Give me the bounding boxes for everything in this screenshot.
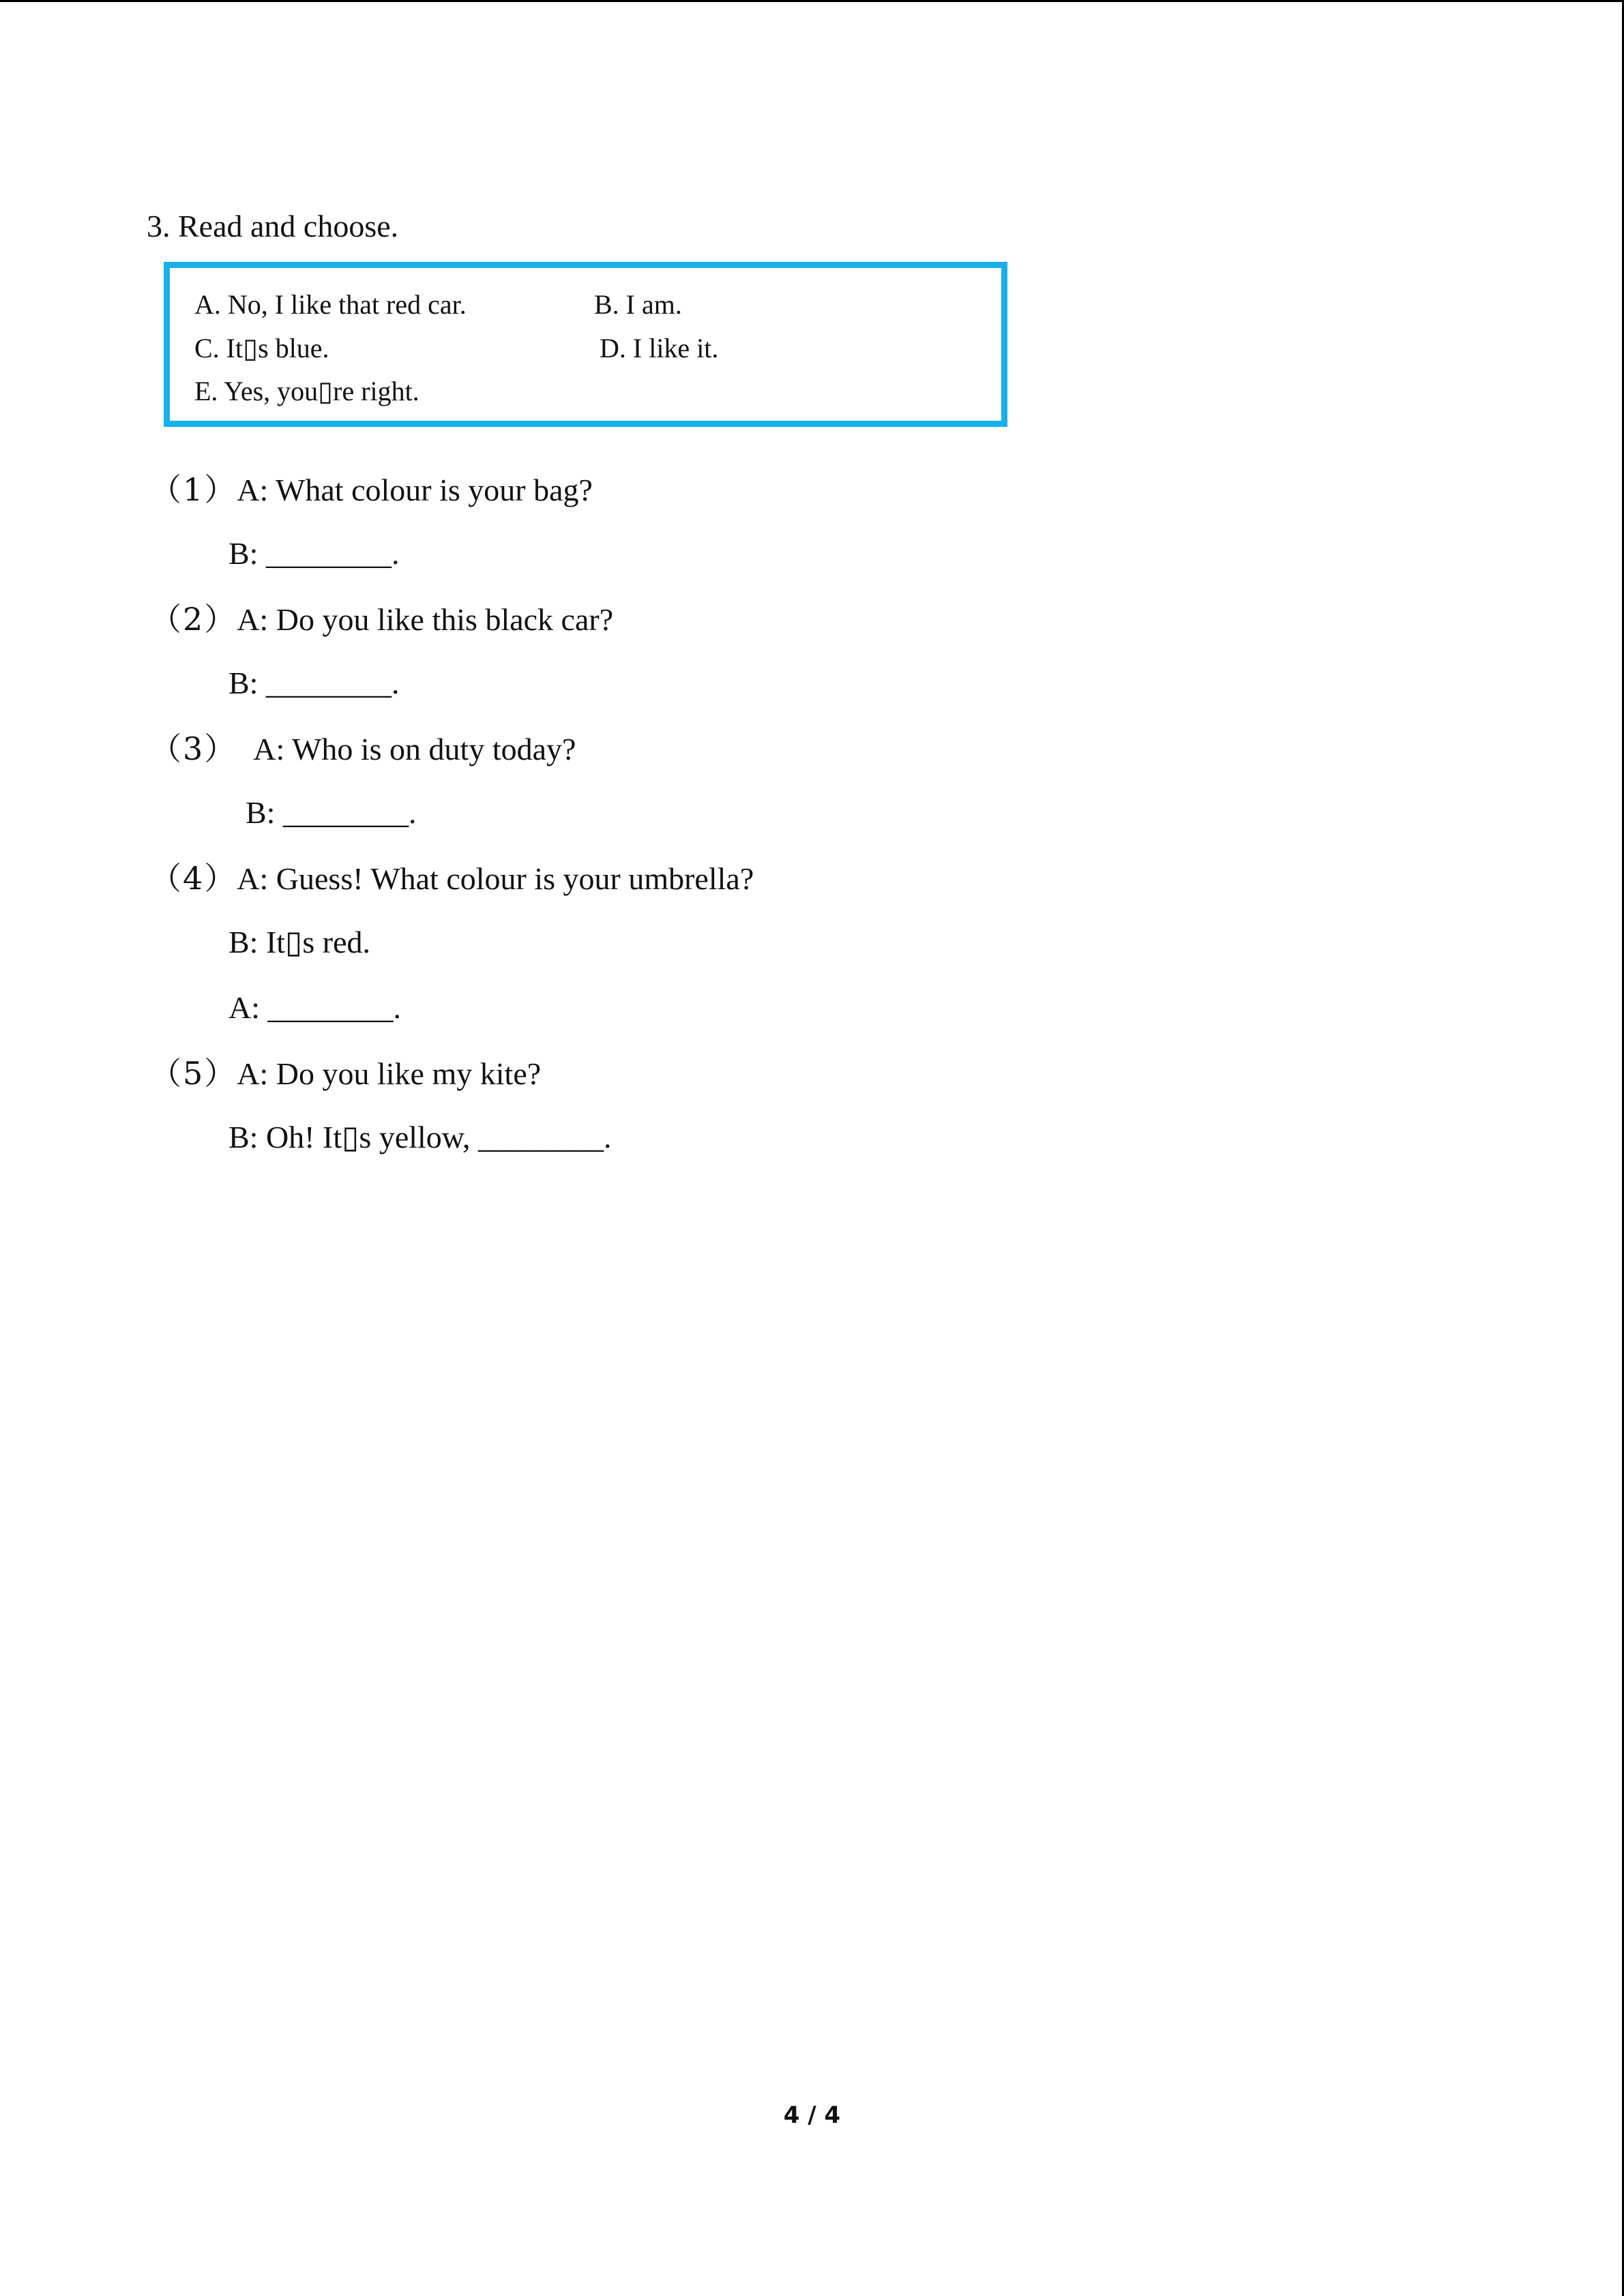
question-4-answer: A: ________. [228, 990, 401, 1025]
option-b: B. I am. [594, 289, 682, 320]
section-title: 3. Read and choose. [147, 209, 399, 243]
question-3-number: （3） [150, 730, 237, 767]
option-d: D. I like it. [600, 333, 719, 363]
question-2-prompt: A: Do you like this black car? [237, 602, 614, 637]
question-2-answer: B: ________. [228, 666, 400, 700]
question-3-prompt: A: Who is on duty today? [253, 732, 576, 766]
question-1-number: （1） [150, 471, 237, 508]
question-4-number: （4） [150, 860, 237, 897]
question-5-answer: B: Oh! It▯s yellow, ________. [228, 1120, 612, 1154]
question-4-line-a [150, 859, 754, 898]
question-2-number: （2） [150, 601, 237, 638]
page-number: 4 / 4 [783, 2102, 841, 2129]
question-5-prompt: A: Do you like my kite? [237, 1056, 542, 1091]
option-c: C. It▯s blue. [194, 333, 329, 363]
question-1-line-a [150, 471, 593, 509]
question-1-prompt: A: What colour is your bag? [237, 473, 593, 507]
question-5-number: （5） [150, 1055, 237, 1092]
option-a: A. No, I like that red car. [194, 289, 467, 320]
page-top-border [0, 0, 1624, 2]
question-2-line-a [150, 600, 613, 639]
option-e: E. Yes, you▯re right. [194, 376, 419, 406]
question-4-prompt: A: Guess! What colour is your umbrella? [237, 861, 754, 896]
question-5-line-a [150, 1054, 541, 1093]
question-3-line-a [150, 730, 576, 769]
options-box [164, 262, 1007, 427]
question-4-reply: B: It▯s red. [228, 925, 371, 959]
question-1-answer: B: ________. [228, 536, 400, 571]
question-3-answer: B: ________. [246, 795, 417, 830]
